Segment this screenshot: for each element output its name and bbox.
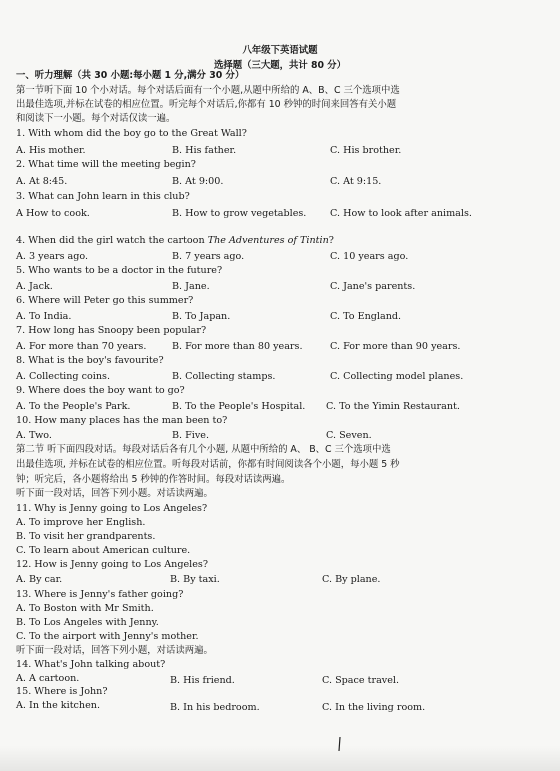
option-a: A. A cartoon. xyxy=(16,673,80,684)
question-text: 14. What's John talking about? xyxy=(16,659,166,670)
question-text: 8. What is the boy's favourite? xyxy=(16,355,164,366)
question-text: 2. What time will the meeting begin? xyxy=(16,159,196,170)
exam-title: 八年级下英语试题 xyxy=(242,45,318,56)
option-b: B. Five. xyxy=(172,430,210,441)
part1-intro-line: 出最佳选项,并标在试卷的相应位置。听完每个对话后,你都有 10 秒钟的时间来回答有关小题 xyxy=(16,99,397,110)
option-c: C. Collecting model planes. xyxy=(330,371,464,382)
option-a: A. His mother. xyxy=(16,145,86,156)
option-c: C. His brother. xyxy=(330,145,402,156)
option-b: B. His father. xyxy=(172,145,237,156)
part2-intro-line: 第二节 听下面四段对话。每段对话后各有几个小题, 从题中所给的 A、 B、C 三个选项中选 xyxy=(16,444,391,455)
question-text: 7. How long has Snoopy been popular? xyxy=(16,325,207,336)
option-b: B. By taxi. xyxy=(170,574,220,585)
option-a: A. At 8:45. xyxy=(16,176,68,187)
question-text-part: ? xyxy=(328,235,334,246)
part1-intro-line: 和阅读下一小题。每个对话仅读一遍。 xyxy=(16,113,176,124)
option-b: B. For more than 80 years. xyxy=(172,341,303,352)
option-b: B. His friend. xyxy=(170,675,235,686)
option-a: A. By car. xyxy=(16,574,63,585)
option-c: C. For more than 90 years. xyxy=(330,341,461,352)
question-text: 6. Where will Peter go this summer? xyxy=(16,295,194,306)
option-a: A. 3 years ago. xyxy=(16,251,89,262)
question-text xyxy=(16,235,334,247)
part2-intro-line: 出最佳选项, 并标在试卷的相应位置。听每段对话前，你都有时间阅读各个小题，每小题 5 秒 xyxy=(16,459,400,470)
part2-intro-line: 钟；听完后，各小题将给出 5 秒钟的作答时间。每段对话读两遍。 xyxy=(16,474,291,485)
dialog-intro: 听下面一段对话，回答下列小题，对话读两遍。 xyxy=(16,645,213,656)
option-c: C. To learn about American culture. xyxy=(16,545,191,556)
option-b: B. Jane. xyxy=(172,281,210,292)
option-a: A How to cook. xyxy=(16,208,90,219)
option-c: C. Space travel. xyxy=(322,675,400,686)
option-a: A. For more than 70 years. xyxy=(16,341,147,352)
question-text: 15. Where is John? xyxy=(16,686,108,697)
question-text: 9. Where does the boy want to go? xyxy=(16,385,185,396)
option-b: B. Collecting stamps. xyxy=(172,371,276,382)
question-text: 11. Why is Jenny going to Los Angeles? xyxy=(16,503,208,514)
scan-shadow xyxy=(0,746,560,771)
option-a: A. Jack. xyxy=(16,281,53,292)
option-a: A. Two. xyxy=(16,430,52,441)
option-c: C. In the living room. xyxy=(322,702,426,713)
option-c: C. How to look after animals. xyxy=(330,208,472,219)
option-c: C. Seven. xyxy=(326,430,372,441)
exam-subtitle: 选择题（三大题，共计 80 分） xyxy=(213,60,347,71)
question-text: 12. How is Jenny going to Los Angeles? xyxy=(16,559,208,570)
cartoon-title: The Adventures of Tintin xyxy=(207,235,329,246)
option-a: A. In the kitchen. xyxy=(16,700,101,711)
option-c: C. To the airport with Jenny's mother. xyxy=(16,631,199,642)
question-text-part: 4. When did the girl watch the cartoon xyxy=(16,235,208,246)
option-c: C. 10 years ago. xyxy=(330,251,409,262)
question-text: 5. Who wants to be a doctor in the future? xyxy=(16,265,223,276)
part1-intro-line: 第一节听下面 10 个小对话。每个对话后面有一个小题,从题中所给的 A、B、C 三个选项中选 xyxy=(16,85,400,96)
option-a: A. To the People's Park. xyxy=(16,401,131,412)
option-c: C. At 9:15. xyxy=(330,176,382,187)
option-c: C. By plane. xyxy=(322,574,381,585)
option-b: B. 7 years ago. xyxy=(172,251,245,262)
dialog-intro: 听下面一段对话，回答下列小题。对话读两遍。 xyxy=(16,488,213,499)
question-text: 3. What can John learn in this club? xyxy=(16,191,190,202)
option-b: B. At 9:00. xyxy=(172,176,224,187)
question-text: 1. With whom did the boy go to the Great Wall? xyxy=(16,128,247,139)
option-b: B. To the People's Hospital. xyxy=(172,401,306,412)
option-a: A. To improve her English. xyxy=(16,517,146,528)
option-a: A. To India. xyxy=(16,311,72,322)
option-b: B. To Los Angeles with Jenny. xyxy=(16,617,159,628)
section-heading: 一、听力理解（共 30 小题:每小题 1 分,满分 30 分） xyxy=(16,70,245,81)
option-b: B. In his bedroom. xyxy=(170,702,260,713)
option-b: B. To Japan. xyxy=(172,311,231,322)
question-text: 10. How many places has the man been to? xyxy=(16,415,228,426)
option-b: B. To visit her grandparents. xyxy=(16,531,156,542)
option-c: C. To England. xyxy=(330,311,402,322)
option-a: A. To Boston with Mr Smith. xyxy=(16,603,154,614)
pen-mark xyxy=(337,736,343,756)
question-text: 13. Where is Jenny's father going? xyxy=(16,589,184,600)
option-c: C. To the Yimin Restaurant. xyxy=(326,401,460,412)
option-b: B. How to grow vegetables. xyxy=(172,208,307,219)
option-c: C. Jane's parents. xyxy=(330,281,416,292)
option-a: A. Collecting coins. xyxy=(16,371,110,382)
